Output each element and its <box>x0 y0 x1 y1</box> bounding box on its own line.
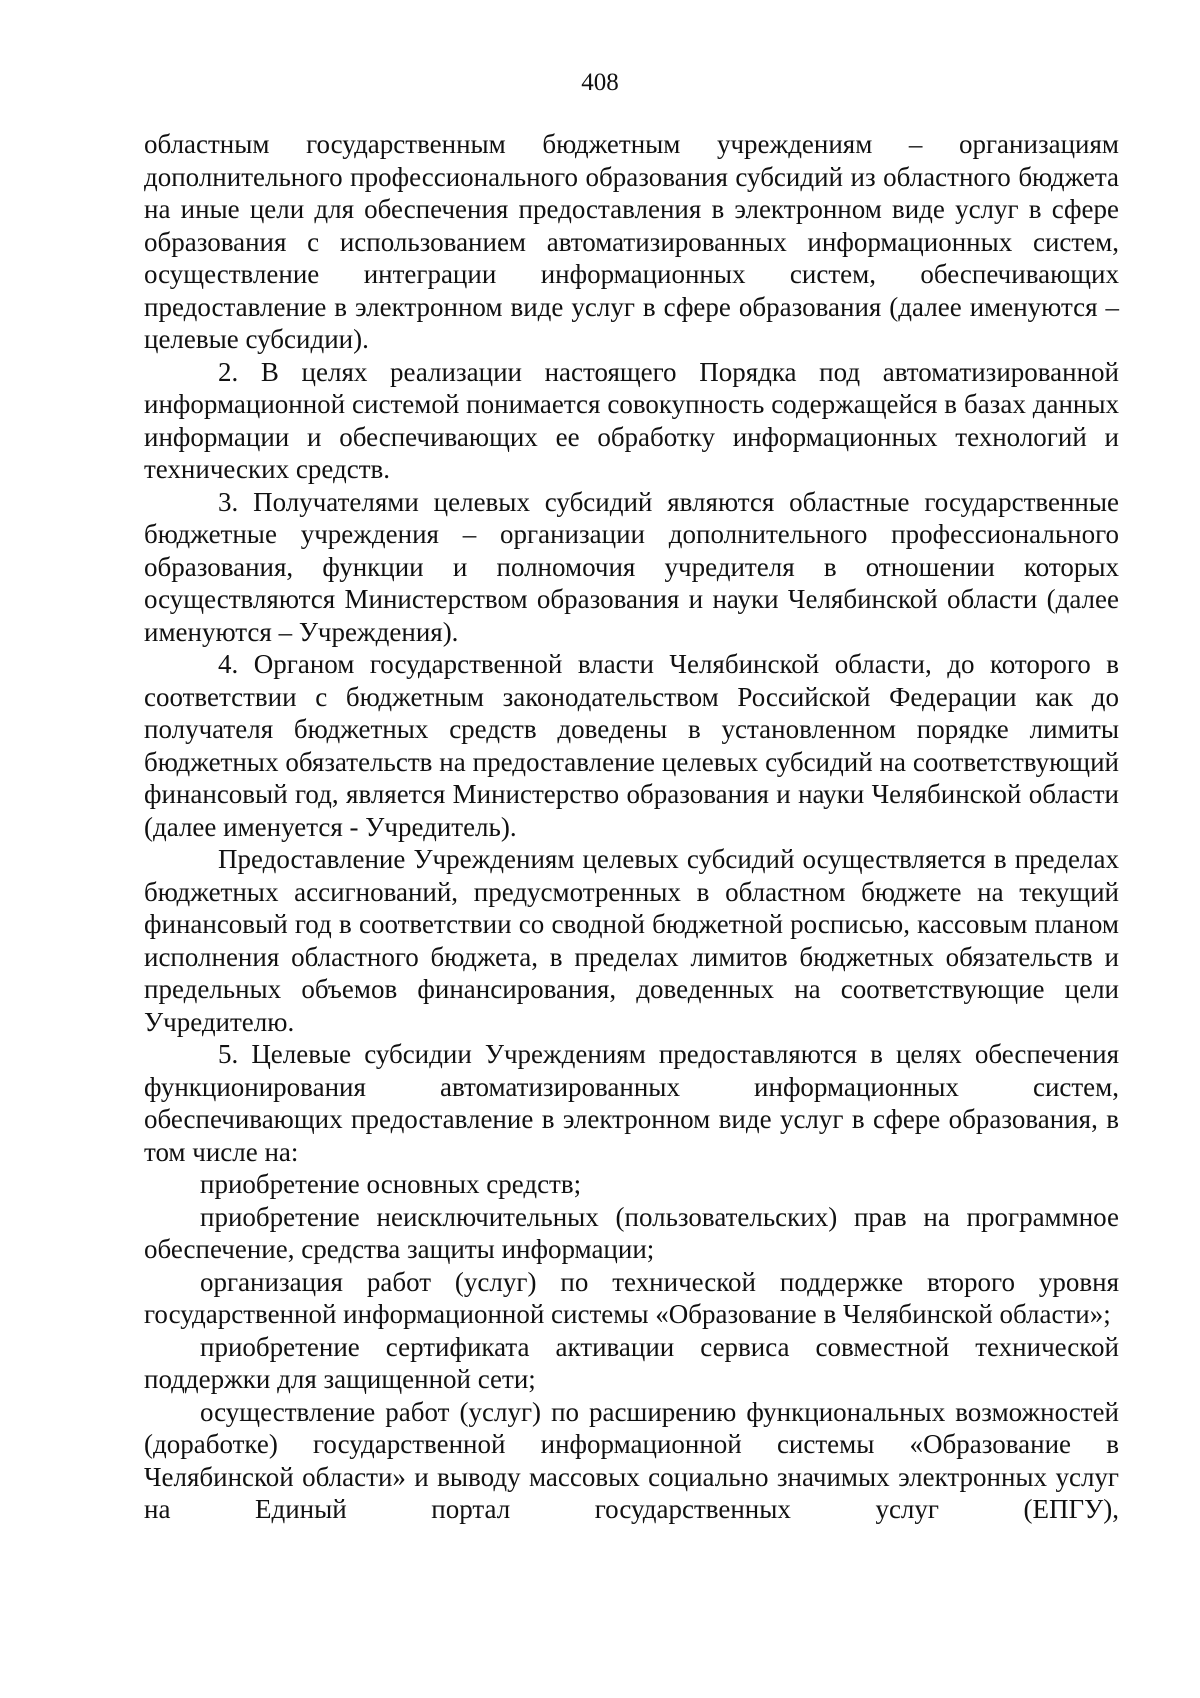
paragraph-item-4: 4. Органом государственной власти Челябинской области, до которого в соответствии с бюджетным законодательством Российской Федерации как до получателя бюджетных средств доведены в установленном порядке лимиты бюджетных обязательств на предоставление целевых субсидий на соответствующий финансовый год, является Министерство образования и науки Челябинской области (далее именуется - Учредитель). <box>144 649 1119 842</box>
paragraph-item-5: 5. Целевые субсидии Учреждениям предоставляются в целях обеспечения функционирования автоматизированных информационных систем, обеспечивающих предоставление в электронном виде услуг в сфере образования, в том числе на: <box>144 1039 1119 1167</box>
paragraph-continuation: областным государственным бюджетным учреждениям – организациям дополнительного профессионального образования субсидий из областного бюджета на иные цели для обеспечения предоставления в электронном виде услуг в сфере образования с использованием автоматизированных информационных систем, осуществление интеграции информационных систем, обеспечивающих предоставление в электронном виде услуг в сфере образования (далее именуются – целевые субсидии). <box>144 129 1119 354</box>
list-item-tech-support: организация работ (услуг) по технической поддержке второго уровня государственной информационной системы «Образование в Челябинской области»; <box>144 1266 1119 1329</box>
list-item-certificate: приобретение сертификата активации сервиса совместной технической поддержки для защищенной сети; <box>144 1331 1119 1394</box>
list-item-fixed-assets: приобретение основных средств; <box>200 1169 582 1199</box>
document-body <box>144 128 1119 1526</box>
paragraph-item-2: 2. В целях реализации настоящего Порядка под автоматизированной информационной системой понимается совокупность содержащейся в базах данных информации и обеспечивающих ее обработку информационных технологий и технических средств. <box>144 356 1119 484</box>
list-item-system-extension: осуществление работ (услуг) по расширению функциональных возможностей (доработке) государственной информационной системы «Образование в Челябинской области» и выводу массовых социально значимых электронных услуг на Единый портал государственных услуг (ЕПГУ), <box>144 1396 1119 1524</box>
paragraph-provision: Предоставление Учреждениям целевых субсидий осуществляется в пределах бюджетных ассигнований, предусмотренных в областном бюджете на текущий финансовый год в соответствии со сводной бюджетной росписью, кассовым планом исполнения областного бюджета, в пределах лимитов бюджетных обязательств и предельных объемов финансирования, доведенных на соответствующие цели Учредителю. <box>144 844 1119 1037</box>
paragraph-item-3: 3. Получателями целевых субсидий являются областные государственные бюджетные учреждения – организации дополнительного профессионального образования, функции и полномочия учредителя в отношении которых осуществляются Министерством образования и науки Челябинской области (далее именуются – Учреждения). <box>144 486 1119 647</box>
list-item-software-rights: приобретение неисключительных (пользовательских) прав на программное обеспечение, средства защиты информации; <box>144 1201 1119 1264</box>
page-number: 408 <box>581 69 619 96</box>
